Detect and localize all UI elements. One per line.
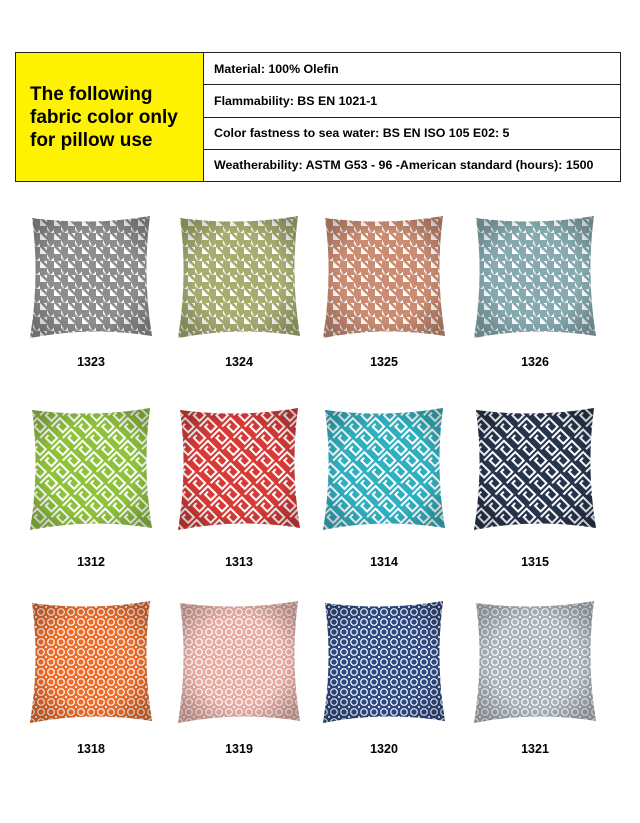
spec-table [15,52,621,182]
spec-weatherability: Weatherability: ASTM G53 - 96 -American standard (hours): 1500 [214,158,594,173]
pillow-code-1315: 1315 [521,555,549,569]
pillow-image-1324 [174,212,304,340]
pillow-image-1321 [470,597,600,725]
pillow-code-1314: 1314 [370,555,398,569]
pillow-image-1326 [470,212,600,340]
pillow-code-1326: 1326 [521,355,549,369]
spec-color-fastness: Color fastness to sea water: BS EN ISO 105 E02: 5 [204,118,620,150]
pillow-code-1313: 1313 [225,555,253,569]
pillow-code-1318: 1318 [77,742,105,756]
pillow-code-1325: 1325 [370,355,398,369]
pillow-code-1320: 1320 [370,742,398,756]
pillow-image-1318 [26,597,156,725]
spec-list [204,53,620,181]
pillow-code-1323: 1323 [77,355,105,369]
pillow-image-1313 [174,404,304,532]
spec-flammability: Flammability: BS EN 1021-1 [204,85,620,117]
pillow-image-1320 [319,597,449,725]
pillow-image-1312 [26,404,156,532]
pillow-code-1319: 1319 [225,742,253,756]
pillow-image-1319 [174,597,304,725]
pillow-image-1323 [26,212,156,340]
pillow-image-1315 [470,404,600,532]
pillow-use-note-box [16,53,204,181]
pillow-code-1324: 1324 [225,355,253,369]
pillow-image-1325 [319,212,449,340]
pillow-code-1321: 1321 [521,742,549,756]
pillow-code-1312: 1312 [77,555,105,569]
spec-material: Material: 100% Olefin [204,53,620,85]
pillow-image-1314 [319,404,449,532]
pillow-use-note: The following fabric color only for pillow use [30,83,178,151]
